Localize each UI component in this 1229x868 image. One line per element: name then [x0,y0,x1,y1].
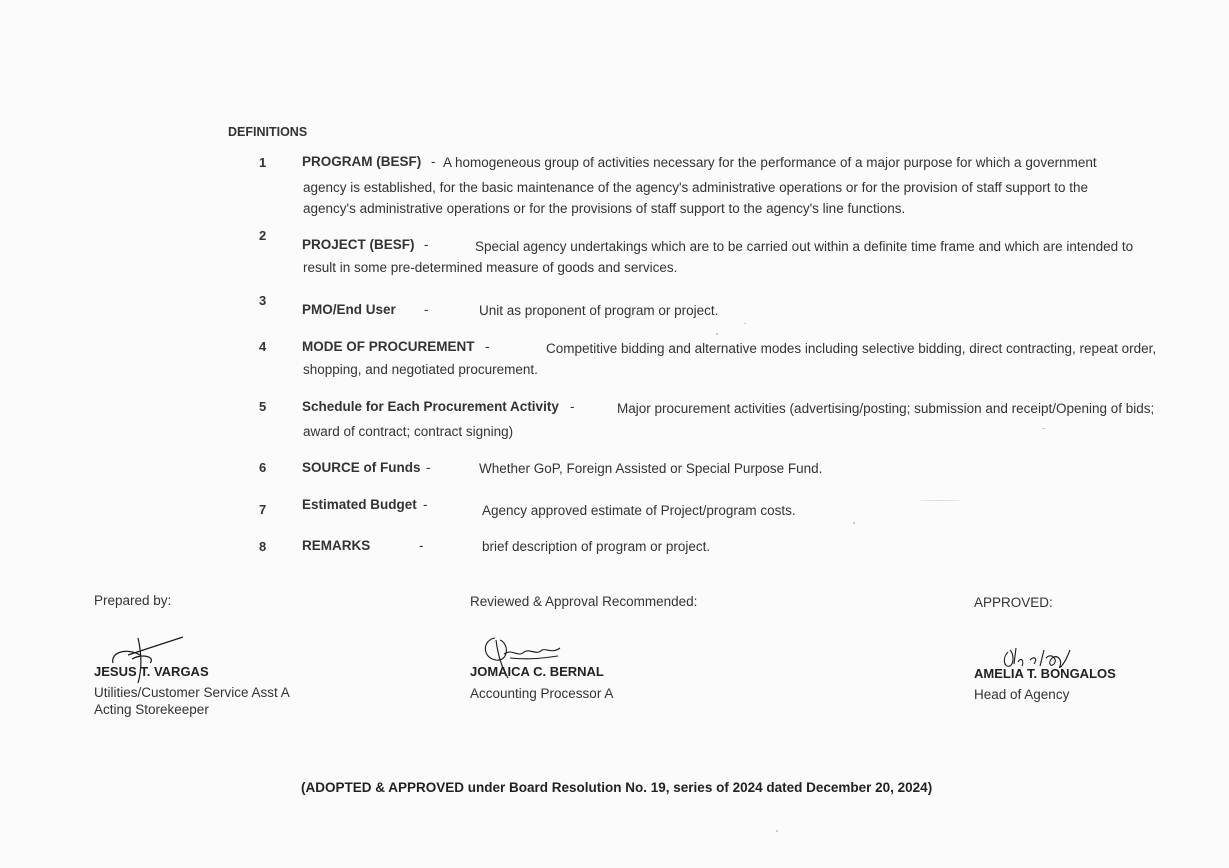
definition-number: 5 [259,399,267,414]
signatory-name: AMELIA T. BONGALOS [974,666,1116,681]
definition-number: 8 [259,539,267,554]
scan-speck [920,500,960,501]
definition-line: Major procurement activities (advertising/posting; submission and receipt/Opening of bids; [617,401,1155,416]
scan-speck [853,522,855,524]
signatory-title: Acting Storekeeper [94,702,209,717]
definition-line: Whether GoP, Foreign Assisted or Special Purpose Fund. [479,461,823,476]
definition-dash: - [419,538,424,553]
definition-term: REMARKS [302,538,371,553]
definition-term: Schedule for Each Procurement Activity [302,399,559,414]
definition-number: 1 [259,155,267,170]
definition-number: 7 [259,502,267,517]
definition-number: 2 [259,228,267,243]
signatory-name: JESUS T. VARGAS [94,664,209,679]
signatory-caption: Prepared by: [94,593,172,608]
definition-dash: - [485,339,490,354]
definition-dash: - [423,497,428,512]
definition-term: PMO/End User [302,302,396,317]
definition-number: 3 [259,293,267,308]
footer-note: (ADOPTED & APPROVED under Board Resolution No. 19, series of 2024 dated December 20, 2024) [301,780,933,795]
definition-dash: - [570,399,575,414]
definition-line: Competitive bidding and alternative modes including selective bidding, direct contracting, repeat order, [546,341,1157,356]
definition-line: shopping, and negotiated procurement. [303,362,538,377]
definition-dash: - [424,302,429,317]
scan-speck [716,333,718,335]
definition-term: MODE OF PROCUREMENT [302,339,475,354]
scan-speck [1042,428,1045,429]
definition-number: 6 [259,460,267,475]
scan-speck [776,830,778,832]
definition-term: PROJECT (BESF) [302,237,415,252]
definition-line: brief description of program or project. [482,539,711,554]
definition-term: Estimated Budget [302,497,417,512]
definition-line: A homogeneous group of activities necessary for the performance of a major purpose for which a government [443,155,1097,170]
definition-dash: - [426,460,431,475]
definition-line: award of contract; contract signing) [303,424,514,439]
signatory-title: Accounting Processor A [470,686,614,701]
scan-speck [744,323,746,324]
signatory-caption: Reviewed & Approval Recommended: [470,594,698,609]
definition-line: agency is established, for the basic maintenance of the agency's administrative operations or for the provision of staff support to the [303,180,1089,195]
signatory-caption: APPROVED: [974,595,1053,610]
definition-line: Unit as proponent of program or project. [479,303,719,318]
definition-line: agency's administrative operations or for the provisions of staff support to the agency's line functions. [303,201,906,216]
definition-term: PROGRAM (BESF) [302,154,422,169]
definition-number: 4 [259,339,267,354]
definition-line: Agency approved estimate of Project/program costs. [482,503,796,518]
section-title: DEFINITIONS [228,125,308,139]
definition-line: Special agency undertakings which are to be carried out within a definite time frame and which are intended to [475,239,1134,254]
signatory-title: Utilities/Customer Service Asst A [94,685,290,700]
definition-term: SOURCE of Funds [302,460,421,475]
definition-dash: - [424,237,429,252]
definition-dash: - [431,154,436,169]
signatory-title: Head of Agency [974,687,1070,702]
definition-line: result in some pre-determined measure of goods and services. [303,260,678,275]
signatory-name: JOMAICA C. BERNAL [470,664,604,679]
